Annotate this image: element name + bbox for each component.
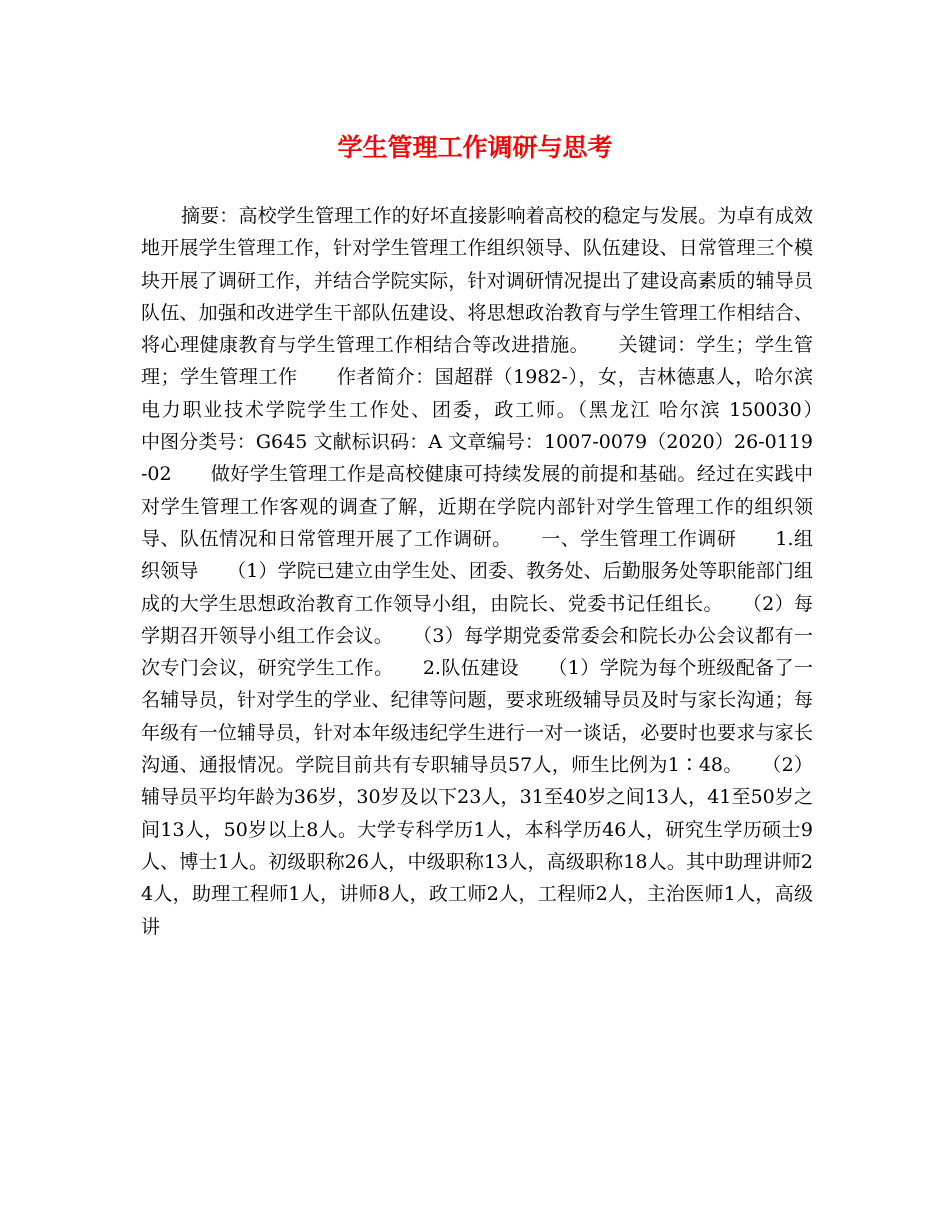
- document-title: 学生管理工作调研与思考: [337, 133, 613, 162]
- document-body: 摘要：高校学生管理工作的好坏直接影响着高校的稳定与发展。为卓有成效地开展学生管理工作，针对学生管理工作组织领导、队伍建设、日常管理三个模块开展了调研工作，并结合学院实际，针对调研情况提出了建设高素质的辅导员队伍、加强和改进学生干部队伍建设、将思想政治教育与学生管理工作相结合、将心理健康教育与学生管理工作相结合等改进措施。 关键词：学生；学生管理；学生管理工作 作者简介：国超群（1982-），女，吉林德惠人，哈尔滨电力职业技术学院学生工作处、团委，政工师。（黑龙江 哈尔滨 150030） 中图分类号：G645 文献标识码：A 文章编号：1007-0079（2020）26-0119-02 做好学生管理工作是高校健康可持续发展的前提和基础。经过在实践中对学生管理工作客观的调查了解，近期在学院内部针对学生管理工作的组织领导、队伍情况和日常管理开展了工作调研。 一、学生管理工作调研 1.组织领导 （1）学院已建立由学生处、团委、教务处、后勤服务处等职能部门组成的大学生思想政治教育工作领导小组，由院长、党委书记任组长。 （2）每学期召开领导小组工作会议。 （3）每学期党委常委会和院长办公会议都有一次专门会议，研究学生工作。 2.队伍建设 （1）学院为每个班级配备了一名辅导员，针对学生的学业、纪律等问题，要求班级辅导员及时与家长沟通；每年级有一位辅导员，针对本年级违纪学生进行一对一谈话，必要时也要求与家长沟通、通报情况。学院目前共有专职辅导员57人，师生比例为1∶48。 （2）辅导员平均年龄为36岁，30岁及以下23人，31至40岁之间13人，41至50岁之间13人，50岁以上8人。大学专科学历1人，本科学历46人，研究生学历硕士9人、博士1人。初级职称26人，中级职称13人，高级职称18人。其中助理讲师24人，助理工程师1人，讲师8人，政工师2人，工程师2人，主治医师1人，高级讲: [141, 205, 852, 938]
